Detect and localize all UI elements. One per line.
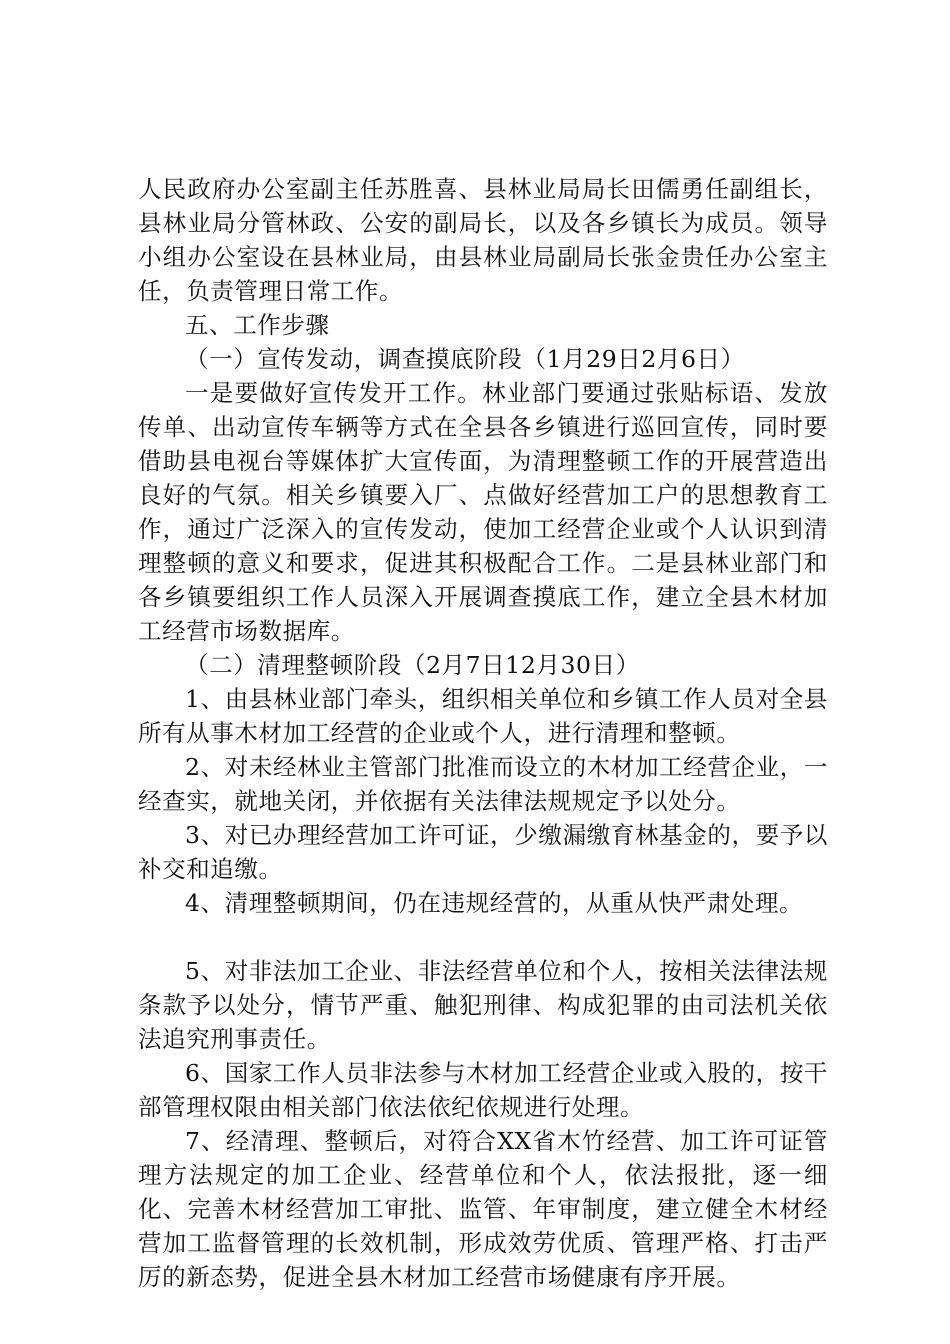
document-body: [138, 172, 828, 1294]
list-item-1: 1、由县林业部门牵头，组织相关单位和乡镇工作人员对全县所有从事木材加工经营的企业或个人，进行清理和整顿。: [138, 685, 828, 747]
list-item-2: 2、对未经林业主管部门批准而设立的木材加工经营企业，一经查实，就地关闭，并依据有关法律法规规定予以处分。: [138, 753, 828, 815]
list-item-6: 6、国家工作人员非法参与木材加工经营企业或入股的，按干部管理权限由相关部门依法依纪依规进行处理。: [138, 1059, 828, 1121]
paragraph-publicity-work: 一是要做好宣传发开工作。林业部门要通过张贴标语、发放传单、出动宣传车辆等方式在全县各乡镇进行巡回宣传，同时要借助县电视台等媒体扩大宣传面，为清理整顿工作的开展营造出良好的气氛。相关乡镇要入厂、点做好经营加工户的思想教育工作，通过广泛深入的宣传发动，使加工经营企业或个人认识到清理整顿的意义和要求，促进其积极配合工作。二是县林业部门和各乡镇要组织工作人员深入开展调查摸底工作，建立全县木材加工经营市场数据库。: [138, 379, 828, 645]
section-heading-work-steps: 五、工作步骤: [185, 311, 330, 339]
list-item-7: 7、经清理、整顿后，对符合XX省木竹经营、加工许可证管理方法规定的加工企业、经营单位和个人，依法报批，逐一细化、完善木材经营加工审批、监管、年审制度，建立健全木材经营加工监督管理的长效机制，形成效劳优质、管理严格、打击严厉的新态势，促进全县木材加工经营市场健康有序开展。: [138, 1127, 828, 1291]
subsection-heading-publicity-stage: （一）宣传发动，调查摸底阶段（1月29日2月6日）: [185, 345, 745, 373]
paragraph-leadership-group: 人民政府办公室副主任苏胜喜、县林业局局长田儒勇任副组长，县林业局分管林政、公安的副局长，以及各乡镇长为成员。领导小组办公室设在县林业局，由县林业局副局长张金贵任办公室主任，负责管理日常工作。: [138, 175, 828, 305]
list-item-5: 5、对非法加工企业、非法经营单位和个人，按相关法律法规条款予以处分，情节严重、触犯刑律、构成犯罪的由司法机关依法追究刑事责任。: [138, 957, 828, 1053]
list-item-3: 3、对已办理经营加工许可证，少缴漏缴育林基金的，要予以补交和追缴。: [138, 821, 828, 883]
subsection-heading-rectification-stage: （二）清理整顿阶段（2月7日12月30日）: [185, 651, 640, 679]
list-item-4: 4、清理整顿期间，仍在违规经营的，从重从快严肃处理。: [185, 889, 804, 917]
